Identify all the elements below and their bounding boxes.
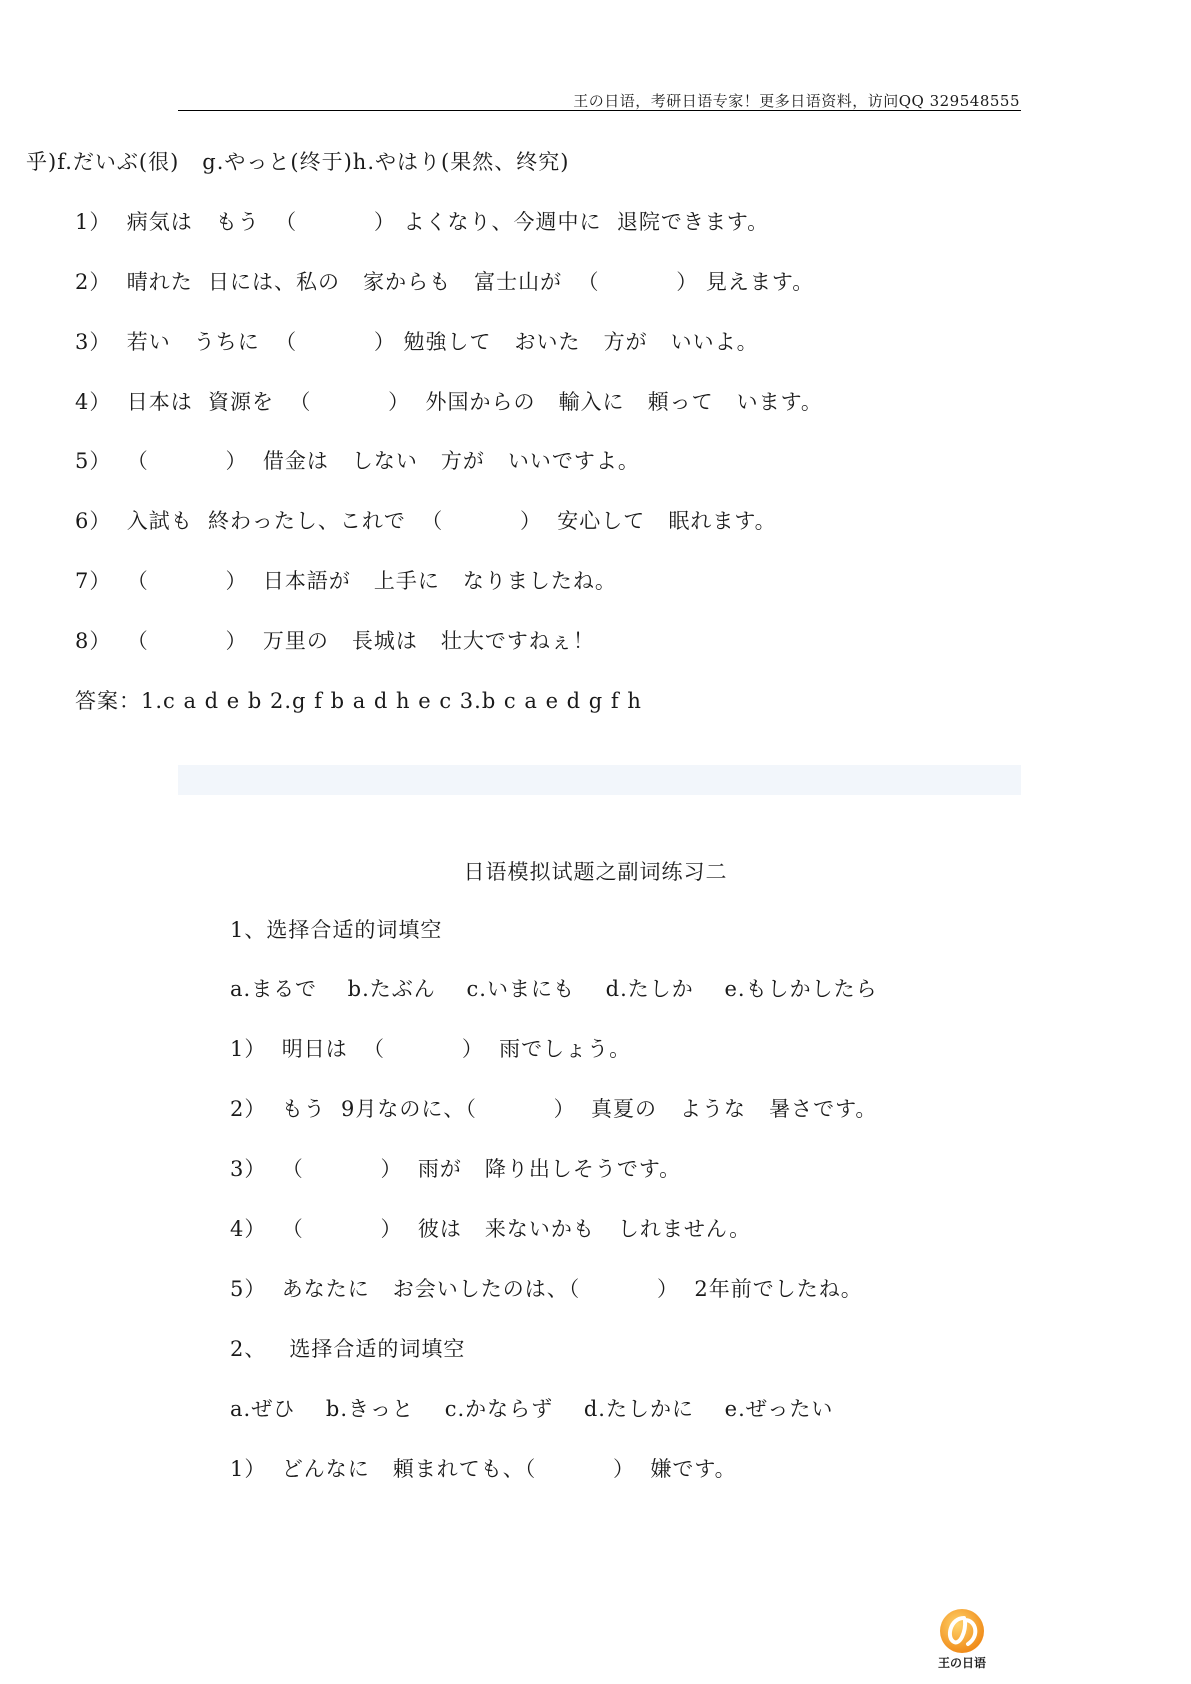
question-item: 6） 入試も 終わったし、これで （ ） 安心して 眠れます。 [75,509,777,533]
options-line: 乎)f.だいぶ(很) g.やっと(终于)h.やはり(果然、终究) [26,150,570,174]
answer-key: 答案：1.c a d e b 2.g f b a d h e c 3.b c a e d g f h [75,689,642,713]
question-item: 4） （ ） 彼は 来ないかも しれません。 [230,1217,752,1241]
logo-caption: 王の日语 [937,1656,986,1670]
options-line: a.ぜひ b.きっと c.かならず d.たしかに e.ぜったい [230,1397,834,1421]
question-item: 3） 若い うちに （ ） 勉強して おいた 方が いいよ。 [75,330,759,354]
question-item: 2） 晴れた 日には、私の 家からも 富士山が （ ） 見えます。 [75,270,815,294]
question-item: 1） 明日は （ ） 雨でしょう。 [230,1037,632,1061]
question-item: 3） （ ） 雨が 降り出しそうです。 [230,1157,682,1181]
section-heading: 2、 选择合适的词填空 [230,1337,466,1361]
question-item: 5） あなたに お会いしたのは、（ ） 2年前でしたね。 [230,1277,863,1301]
question-item: 5） （ ） 借金は しない 方が いいですよ。 [75,449,640,473]
section-heading: 1、选择合适的词填空 [230,918,443,942]
section-separator-band [178,765,1021,795]
question-item: 1） 病気は もう （ ） よくなり、今週中に 退院できます。 [75,210,770,234]
page-header-text: 王の日语，考研日语专家！更多日语资料，访问QQ 329548555 [573,92,1020,110]
question-item: 4） 日本は 資源を （ ） 外国からの 輸入に 頼って います。 [75,390,823,414]
options-line: a.まるで b.たぶん c.いまにも d.たしか e.もしかしたら [230,977,878,1001]
question-item: 2） もう 9月なのに、（ ） 真夏の ような 暑さです。 [230,1097,878,1121]
question-item: 1） どんなに 頼まれても、（ ） 嫌です。 [230,1457,737,1481]
question-item: 8） （ ） 万里の 長城は 壮大ですねぇ！ [75,629,595,653]
document-title: 日语模拟试题之副词练习二 [463,860,728,884]
header-divider [178,110,1021,111]
question-item: 7） （ ） 日本語が 上手に なりましたね。 [75,569,617,593]
